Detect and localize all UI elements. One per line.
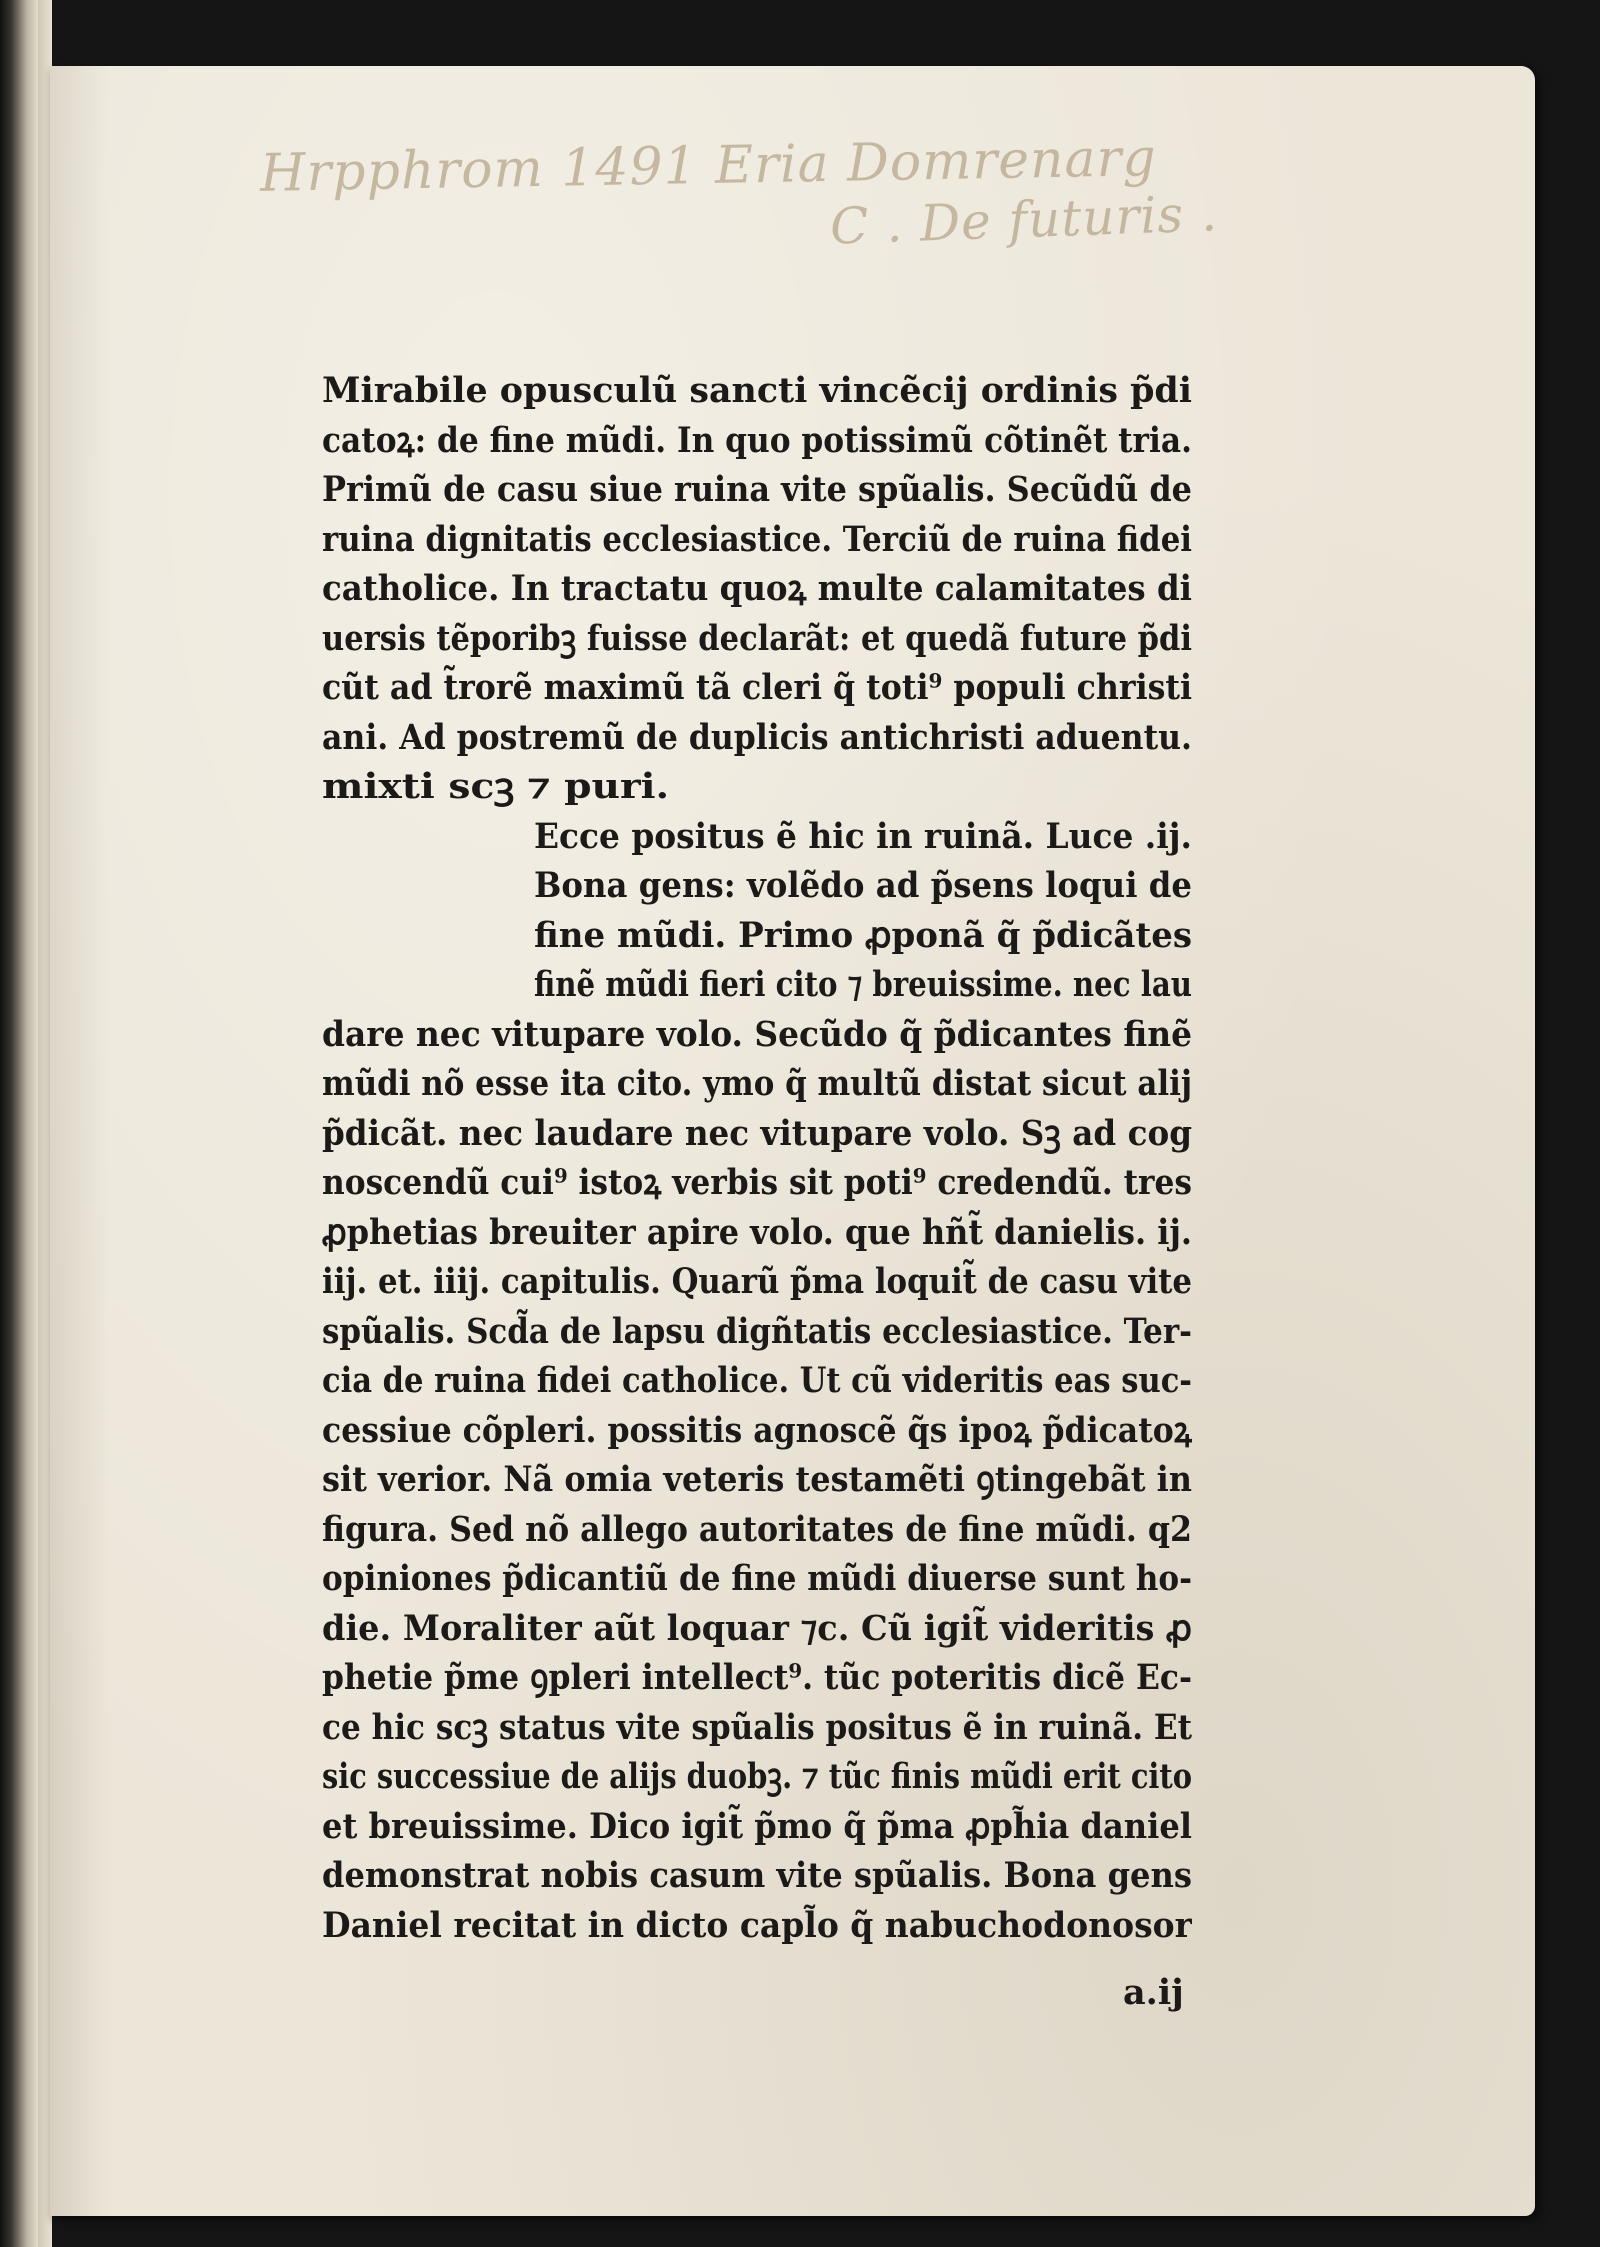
text-line: p̃dicãt. nec laudare nec vitupare volo. Sꝫ ad cog: [322, 1112, 1192, 1154]
text-line: noscendũ cui⁹ istoꝝ verbis sit poti⁹ credendũ. tres: [322, 1162, 1192, 1203]
text-line: mũdi nõ esse ita cito. ymo q̃ multũ distat sicut alij: [322, 1063, 1192, 1104]
text-line-indented: Ecce positus ẽ hic in ruinã. Luce .ij.: [534, 815, 1192, 857]
manuscript-note-line-1: Hrpphrom 1491 Eria Domrenarg: [259, 128, 1158, 204]
text-line: figura. Sed nõ allego autoritates de fine mũdi. q2: [322, 1508, 1192, 1550]
text-line: mixti scꝫ ⁊ puri.: [322, 766, 670, 807]
text-line: ruina dignitatis ecclesiastice. Terciũ de ruina fidei: [322, 518, 1192, 560]
text-line: uersis tẽporibꝫ fuisse declarãt: et quedã future p̃di: [322, 617, 1192, 659]
text-line: cessiue cõpleri. possitis agnoscẽ q̃s ipoꝝ p̃dicatoꝝ: [322, 1409, 1192, 1451]
text-line-indented: finẽ mũdi fieri cito ⁊ breuissime. nec lau: [534, 964, 1192, 1005]
text-line: iij. et. iiij. capitulis. Quarũ p̃ma loquit̃ de casu vite: [322, 1261, 1192, 1302]
signature-mark: a.ij: [1123, 1972, 1184, 2013]
text-line-indented: fine mũdi. Primo ꝓponã q̃ p̃dicãtes: [534, 914, 1192, 956]
text-line: die. Moraliter aũt loquar ⁊c. Cũ igit̃ videritis ꝓ: [322, 1607, 1192, 1649]
text-line: ꝓphetias breuiter apire volo. que hñt̃ danielis. ij.: [322, 1211, 1192, 1253]
text-line: demonstrat nobis casum vite spũalis. Bona gens: [322, 1855, 1192, 1896]
text-line: Mirabile opusculũ sancti vincẽcij ordinis p̃di: [322, 370, 1192, 411]
text-line: spũalis. Scd̃a de lapsu digñtatis ecclesiastice. Ter-: [322, 1310, 1192, 1352]
printed-text-block: [322, 366, 1192, 1950]
text-line: Daniel recitat in dicto capl̃o q̃ nabuchodonosor: [322, 1904, 1192, 1946]
manuscript-note-line-2: C . De futuris .: [829, 184, 1219, 256]
text-line-indented: Bona gens: volẽdo ad p̃sens loqui de: [534, 865, 1192, 906]
book-spine: [0, 0, 38, 2247]
text-line: catholice. In tractatu quoꝝ multe calamitates di: [322, 568, 1192, 609]
text-line: sic successiue de alijs duobꝫ. ⁊ tũc finis mũdi erit cito: [322, 1756, 1192, 1797]
text-line: opiniones p̃dicantiũ de fine mũdi diuerse sunt ho-: [322, 1558, 1192, 1599]
text-line: Primũ de casu siue ruina vite spũalis. Secũdũ de: [322, 469, 1192, 510]
text-line: phetie p̃me ꝯpleri intellect⁹. tũc poteritis dicẽ Ec-: [322, 1657, 1192, 1698]
text-line: ce hic scꝫ status vite spũalis positus ẽ in ruinã. Et: [322, 1706, 1192, 1748]
text-line: catoꝝ: de fine mũdi. In quo potissimũ cõtinẽt tria.: [322, 419, 1192, 461]
text-line: sit verior. Nã omia veteris testamẽti ꝯtingebãt in: [322, 1459, 1192, 1500]
text-line: et breuissime. Dico igit̃ p̃mo q̃ p̃ma ꝓph̃ia daniel: [322, 1805, 1192, 1847]
text-line: cũt ad t̃rorẽ maximũ tã cleri q̃ toti⁹ populi christi: [322, 667, 1192, 708]
book-page: [50, 66, 1535, 2216]
text-line: dare nec vitupare volo. Secũdo q̃ p̃dicantes finẽ: [322, 1013, 1192, 1055]
text-line: cia de ruina fidei catholice. Ut cũ videritis eas suc-: [322, 1360, 1192, 1401]
text-line: ani. Ad postremũ de duplicis antichristi aduentu.: [322, 716, 1192, 758]
